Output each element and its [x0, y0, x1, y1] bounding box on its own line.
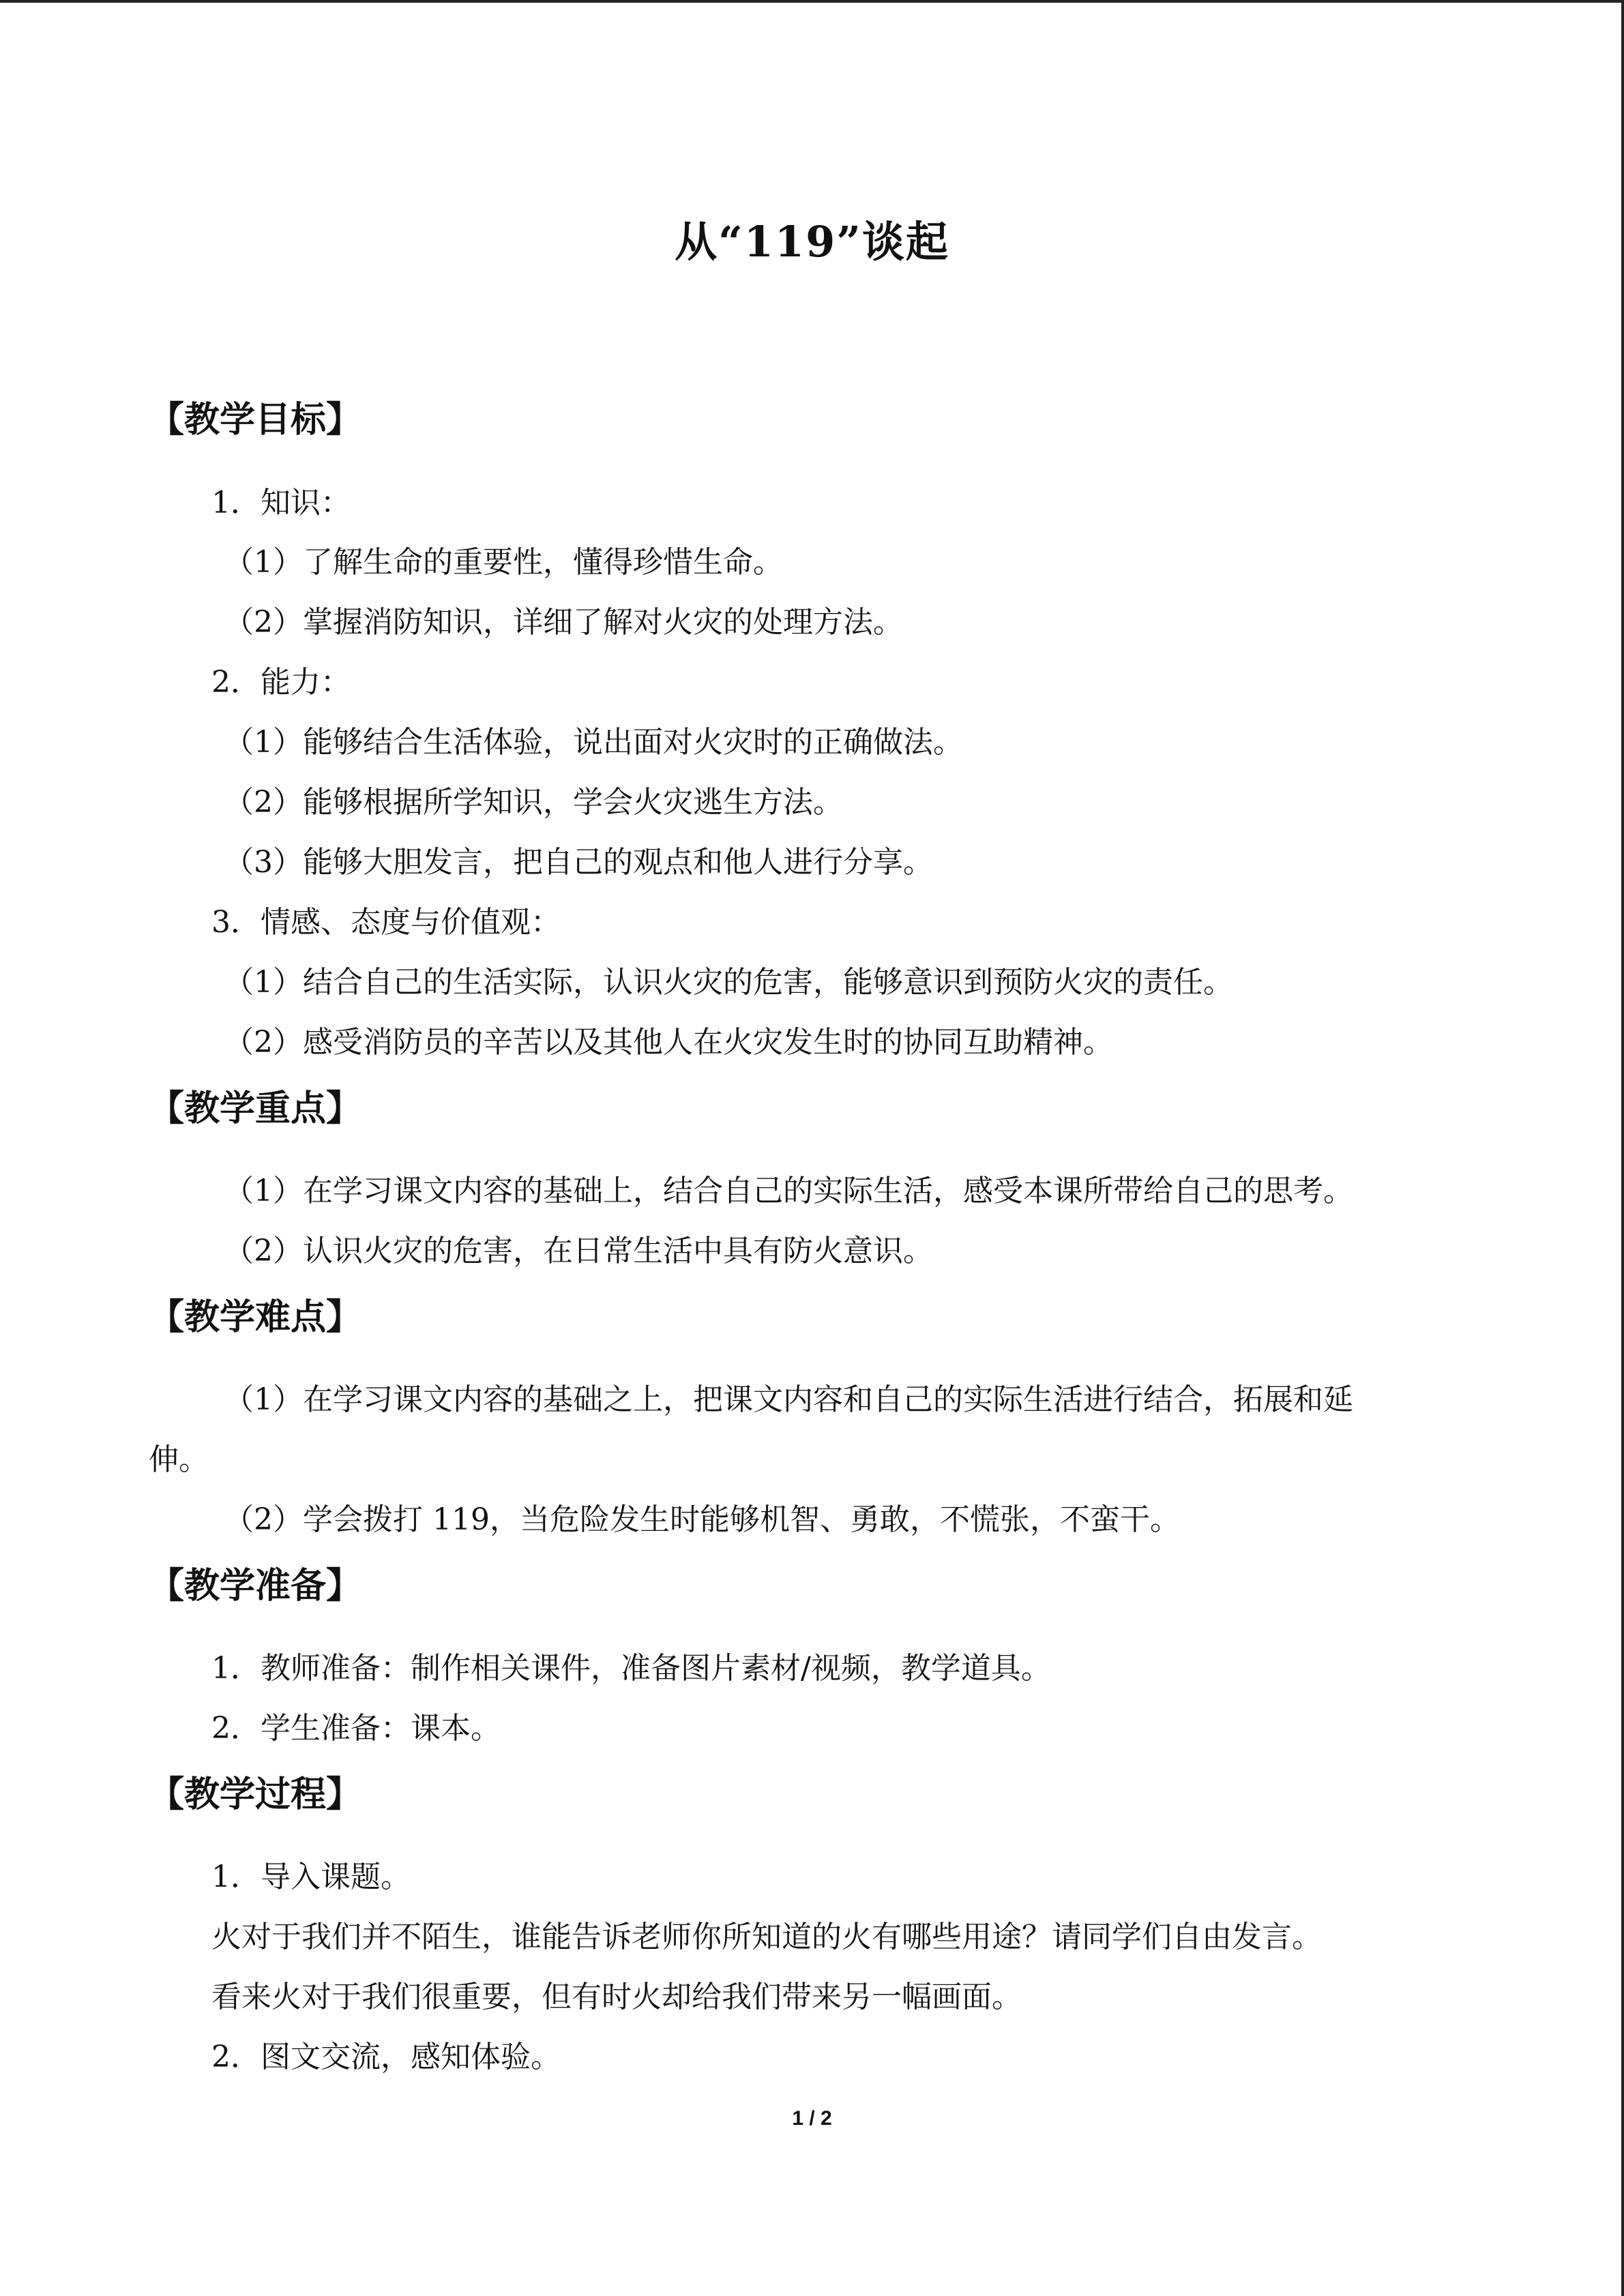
section-heading-key-points: 【教学重点】	[149, 1088, 362, 1129]
process-line: 1．导入课题。	[211, 1860, 411, 1894]
difficulty-line: （1）在学习课文内容的基础之上，把课文内容和自己的实际生活进行结合，拓展和延	[224, 1382, 1353, 1417]
page-title: 从“119”谈起	[675, 217, 949, 267]
key-point-line: （2）认识火灾的危害，在日常生活中具有防火意识。	[224, 1234, 933, 1268]
process-line: 2．图文交流，感知体验。	[211, 2040, 561, 2074]
difficulty-line: （2）学会拨打 119，当危险发生时能够机智、勇敢，不慌张，不蛮干。	[224, 1502, 1180, 1537]
preparation-line: 2．学生准备：课本。	[211, 1711, 501, 1746]
section-heading-process: 【教学过程】	[149, 1774, 362, 1815]
preparation-line: 1．教师准备：制作相关课件，准备图片素材/视频，教学道具。	[211, 1651, 1051, 1686]
objective-line: 3．情感、态度与价值观：	[211, 905, 561, 940]
objective-line: （1）结合自己的生活实际，认识火灾的危害，能够意识到预防火灾的责任。	[224, 965, 1233, 1000]
objective-line: （1）了解生命的重要性，懂得珍惜生命。	[224, 545, 783, 580]
section-heading-preparation: 【教学准备】	[149, 1565, 362, 1607]
objective-line: （3）能够大胆发言，把自己的观点和他人进行分享。	[224, 845, 933, 880]
section-heading-difficulties: 【教学难点】	[149, 1296, 362, 1338]
key-point-line: （1）在学习课文内容的基础上，结合自己的实际生活，感受本课所带给自己的思考。	[224, 1174, 1353, 1208]
page-number: 1 / 2	[792, 2107, 832, 2130]
difficulty-line: 伸。	[149, 1442, 209, 1477]
objective-line: （2）感受消防员的辛苦以及其他人在火灾发生时的协同互助精神。	[224, 1025, 1113, 1060]
objective-line: （2）掌握消防知识，详细了解对火灾的处理方法。	[224, 605, 903, 640]
objective-line: 2．能力：	[211, 665, 351, 700]
page-border-right	[1621, 0, 1624, 2296]
objective-line: （2）能够根据所学知识，学会火灾逃生方法。	[224, 785, 843, 820]
process-line: 看来火对于我们很重要，但有时火却给我们带来另一幅画面。	[211, 1980, 1022, 2014]
objective-line: （1）能够结合生活体验，说出面对火灾时的正确做法。	[224, 725, 963, 760]
page-border-top	[0, 0, 1624, 3]
process-line: 火对于我们并不陌生，谁能告诉老师你所知道的火有哪些用途？请同学们自由发言。	[211, 1920, 1322, 1954]
section-heading-objectives: 【教学目标】	[149, 399, 362, 441]
objective-line: 1．知识：	[211, 486, 351, 520]
